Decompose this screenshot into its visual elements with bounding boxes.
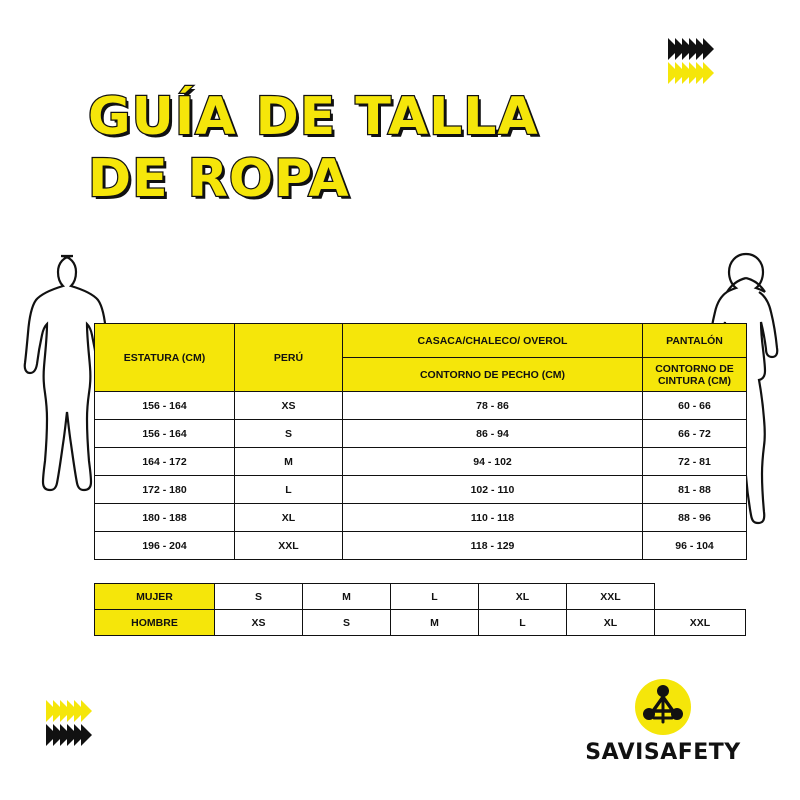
cell-estatura: 156 - 164 <box>95 420 235 448</box>
label-hombre: HOMBRE <box>95 610 215 636</box>
cell-estatura: 172 - 180 <box>95 476 235 504</box>
cell-mujer-3: L <box>391 584 479 610</box>
header-casaca-group: CASACA/CHALECO/ OVEROL <box>343 324 643 358</box>
size-chart-table <box>94 323 747 560</box>
cell-peru: M <box>235 448 343 476</box>
table-row <box>95 532 747 560</box>
cell-hombre-6: XXL <box>655 610 746 636</box>
table-row <box>95 392 747 420</box>
header-estatura: ESTATURA (CM) <box>95 324 235 392</box>
cell-peru: XXL <box>235 532 343 560</box>
cell-pecho: 94 - 102 <box>343 448 643 476</box>
cell-estatura: 196 - 204 <box>95 532 235 560</box>
cell-hombre-1: XS <box>215 610 303 636</box>
cell-mujer-4: XL <box>479 584 567 610</box>
chevron-arrow-group-icon <box>668 38 710 86</box>
cell-pecho: 102 - 110 <box>343 476 643 504</box>
table-row <box>95 476 747 504</box>
cell-cintura: 60 - 66 <box>643 392 747 420</box>
title-line-1: GUÍA DE TALLA <box>88 87 539 147</box>
page-title <box>88 86 708 210</box>
cell-cintura: 66 - 72 <box>643 420 747 448</box>
cell-pecho: 118 - 129 <box>343 532 643 560</box>
cell-mujer-1: S <box>215 584 303 610</box>
cell-hombre-3: M <box>391 610 479 636</box>
cell-peru: XS <box>235 392 343 420</box>
cell-mujer-2: M <box>303 584 391 610</box>
savisafety-logo-icon <box>630 678 696 741</box>
cell-peru: XL <box>235 504 343 532</box>
table-header-row-1 <box>95 324 747 358</box>
title-line-2: DE ROPA <box>88 149 350 209</box>
table-row-hombre <box>95 610 746 636</box>
header-pantalon-group: PANTALÓN <box>643 324 747 358</box>
cell-peru: L <box>235 476 343 504</box>
table-row <box>95 504 747 532</box>
brand-logo-text: SAVISAFETY <box>585 740 741 765</box>
chevron-arrow-group-icon <box>46 700 88 748</box>
cell-pecho: 110 - 118 <box>343 504 643 532</box>
cell-estatura: 156 - 164 <box>95 392 235 420</box>
cell-pecho: 78 - 86 <box>343 392 643 420</box>
cell-hombre-2: S <box>303 610 391 636</box>
cell-cintura: 96 - 104 <box>643 532 747 560</box>
cell-hombre-4: L <box>479 610 567 636</box>
cell-cintura: 72 - 81 <box>643 448 747 476</box>
label-mujer: MUJER <box>95 584 215 610</box>
cell-estatura: 180 - 188 <box>95 504 235 532</box>
cell-mujer-5: XXL <box>567 584 655 610</box>
cell-estatura: 164 - 172 <box>95 448 235 476</box>
table-row <box>95 420 747 448</box>
cell-cintura: 88 - 96 <box>643 504 747 532</box>
table-row <box>95 448 747 476</box>
cell-pecho: 86 - 94 <box>343 420 643 448</box>
header-contorno-pecho: CONTORNO DE PECHO (CM) <box>343 358 643 392</box>
size-equivalence-table <box>94 583 746 636</box>
cell-peru: S <box>235 420 343 448</box>
header-peru: PERÚ <box>235 324 343 392</box>
table-row-mujer <box>95 584 746 610</box>
cell-mujer-6-empty <box>655 584 746 610</box>
cell-hombre-5: XL <box>567 610 655 636</box>
header-contorno-cintura: CONTORNO DE CINTURA (CM) <box>643 358 747 392</box>
cell-cintura: 81 - 88 <box>643 476 747 504</box>
